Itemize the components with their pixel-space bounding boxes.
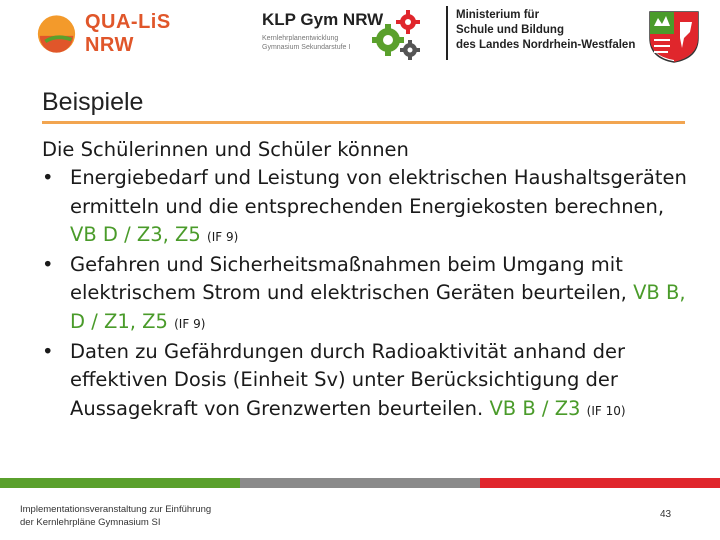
footer-bar-green: [0, 478, 240, 488]
item-text: Daten zu Gefährdungen durch Radioaktivität anhand der effektiven Dosis (Einheit Sv) unter Berücksichtigung der Aussagekraft von Grenzwerten beurteilen.: [70, 340, 625, 420]
title-divider: [42, 121, 685, 124]
gear-icon: [366, 10, 426, 62]
nrw-coat-of-arms-icon: [646, 8, 702, 64]
bullet-icon: •: [42, 253, 54, 277]
footer-color-bar: [0, 478, 720, 488]
slide-header: [0, 0, 720, 78]
footer-bar-red: [480, 478, 720, 488]
item-code: VB B / Z3: [489, 396, 581, 420]
item-code: VB D / Z3, Z5: [70, 222, 201, 246]
klp-logo: [258, 8, 428, 62]
bullet-icon: •: [42, 340, 54, 364]
item-ref: (IF 10): [586, 403, 626, 418]
slide-title: Beispiele: [42, 88, 144, 116]
qualis-logo-text: QUA-LiS NRW: [84, 11, 171, 56]
ministry-logo-text: [456, 8, 635, 53]
footer-line2: der Kernlehrpläne Gymnasium SI: [20, 517, 161, 528]
item-ref: (IF 9): [207, 229, 239, 244]
list-item: [42, 164, 692, 251]
ministry-logo-divider: [446, 6, 448, 60]
qualis-circle-icon: [36, 12, 77, 56]
slide-body: [42, 136, 692, 425]
klp-logo-subtitle: [262, 34, 350, 52]
item-ref: (IF 9): [174, 316, 206, 331]
item-text: Energiebedarf und Leistung von elektrischen Haushaltsgeräten ermitteln und die entsprechenden Energiekosten berechnen,: [70, 166, 687, 218]
page-number: 43: [660, 509, 672, 520]
ministry-line1: Ministerium für: [456, 9, 540, 21]
list-item: [42, 338, 692, 425]
competence-list: [42, 164, 692, 425]
klp-logo-title: KLP Gym NRW: [262, 10, 384, 29]
list-item: [42, 251, 692, 338]
ministry-logo: [446, 6, 716, 64]
bullet-icon: •: [42, 166, 54, 190]
footer-bar-gray: [240, 478, 480, 488]
footer-line1: Implementationsveranstaltung zur Einführung: [20, 504, 212, 515]
item-code: VB B, D / Z1, Z5: [70, 281, 686, 333]
klp-logo-line2: Gymnasium Sekundarstufe I: [262, 44, 351, 51]
ministry-line3: des Landes Nordrhein-Westfalen: [456, 39, 636, 51]
intro-text: Die Schülerinnen und Schüler können: [42, 138, 409, 161]
qualis-logo: [36, 10, 216, 58]
klp-logo-line1: Kernlehrplanentwicklung: [262, 35, 339, 42]
ministry-line2: Schule und Bildung: [456, 24, 564, 36]
footer-caption: [20, 503, 270, 529]
item-text: Gefahren und Sicherheitsmaßnahmen beim Umgang mit elektrischem Strom und elektrischen Geräten beurteilen,: [70, 253, 627, 305]
